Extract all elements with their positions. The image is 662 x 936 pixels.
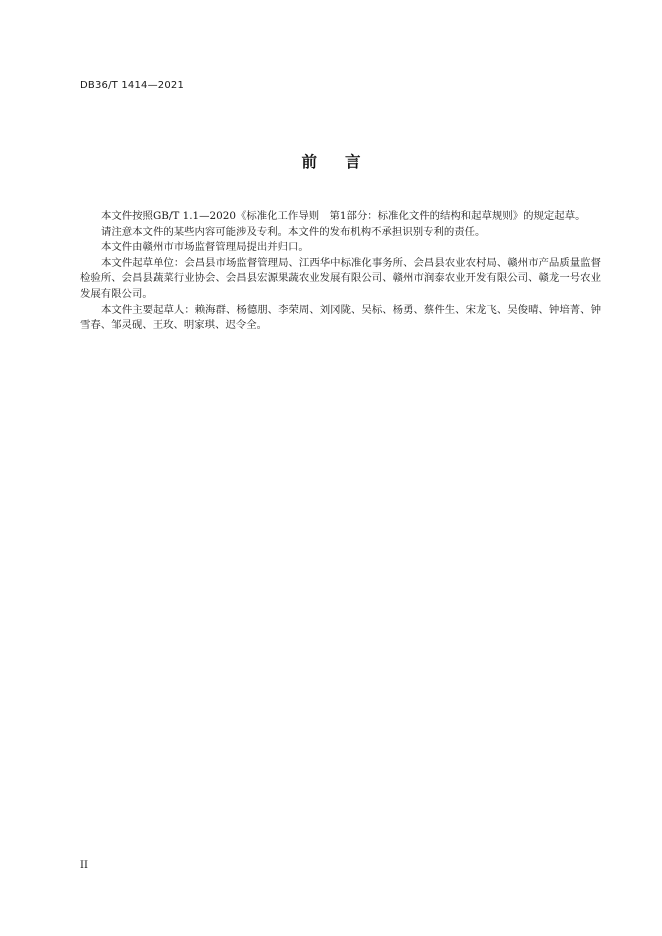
standard-code: DB36/T 1414—2021 (80, 80, 185, 91)
paragraph-proposer: 本文件由赣州市市场监督管理局提出并归口。 (101, 241, 309, 254)
paragraph-drafting-rules: 本文件按照GB/T 1.1—2020《标准化工作导则 第1部分：标准化文件的结构和起草规则》的规定起草。 (101, 210, 586, 222)
paragraph-patent-notice: 请注意本文件的某些内容可能涉及专利。本文件的发布机构不承担识别专利的责任。 (101, 225, 486, 238)
page-title: 前言 (301, 153, 389, 171)
foreword-body (80, 209, 601, 334)
paragraph-main-drafters: 本文件主要起草人：赖海群、杨德朋、李荣周、刘冈陇、吴标、杨勇、蔡件生、宋龙飞、吴俊晴、钟培菁、钟雪春、邹灵砚、王玫、明家琪、迟令全。 (80, 303, 601, 332)
page-number: II (80, 860, 88, 871)
paragraph-drafting-units: 本文件起草单位：会昌县市场监督管理局、江西华中标准化事务所、会昌县农业农村局、赣州市产品质量监督检验所、会昌县蔬菜行业协会、会昌县宏源果蔬农业发展有限公司、赣州市润泰农业开发有限公司、赣龙一号农业发展有限公司。 (80, 256, 601, 300)
